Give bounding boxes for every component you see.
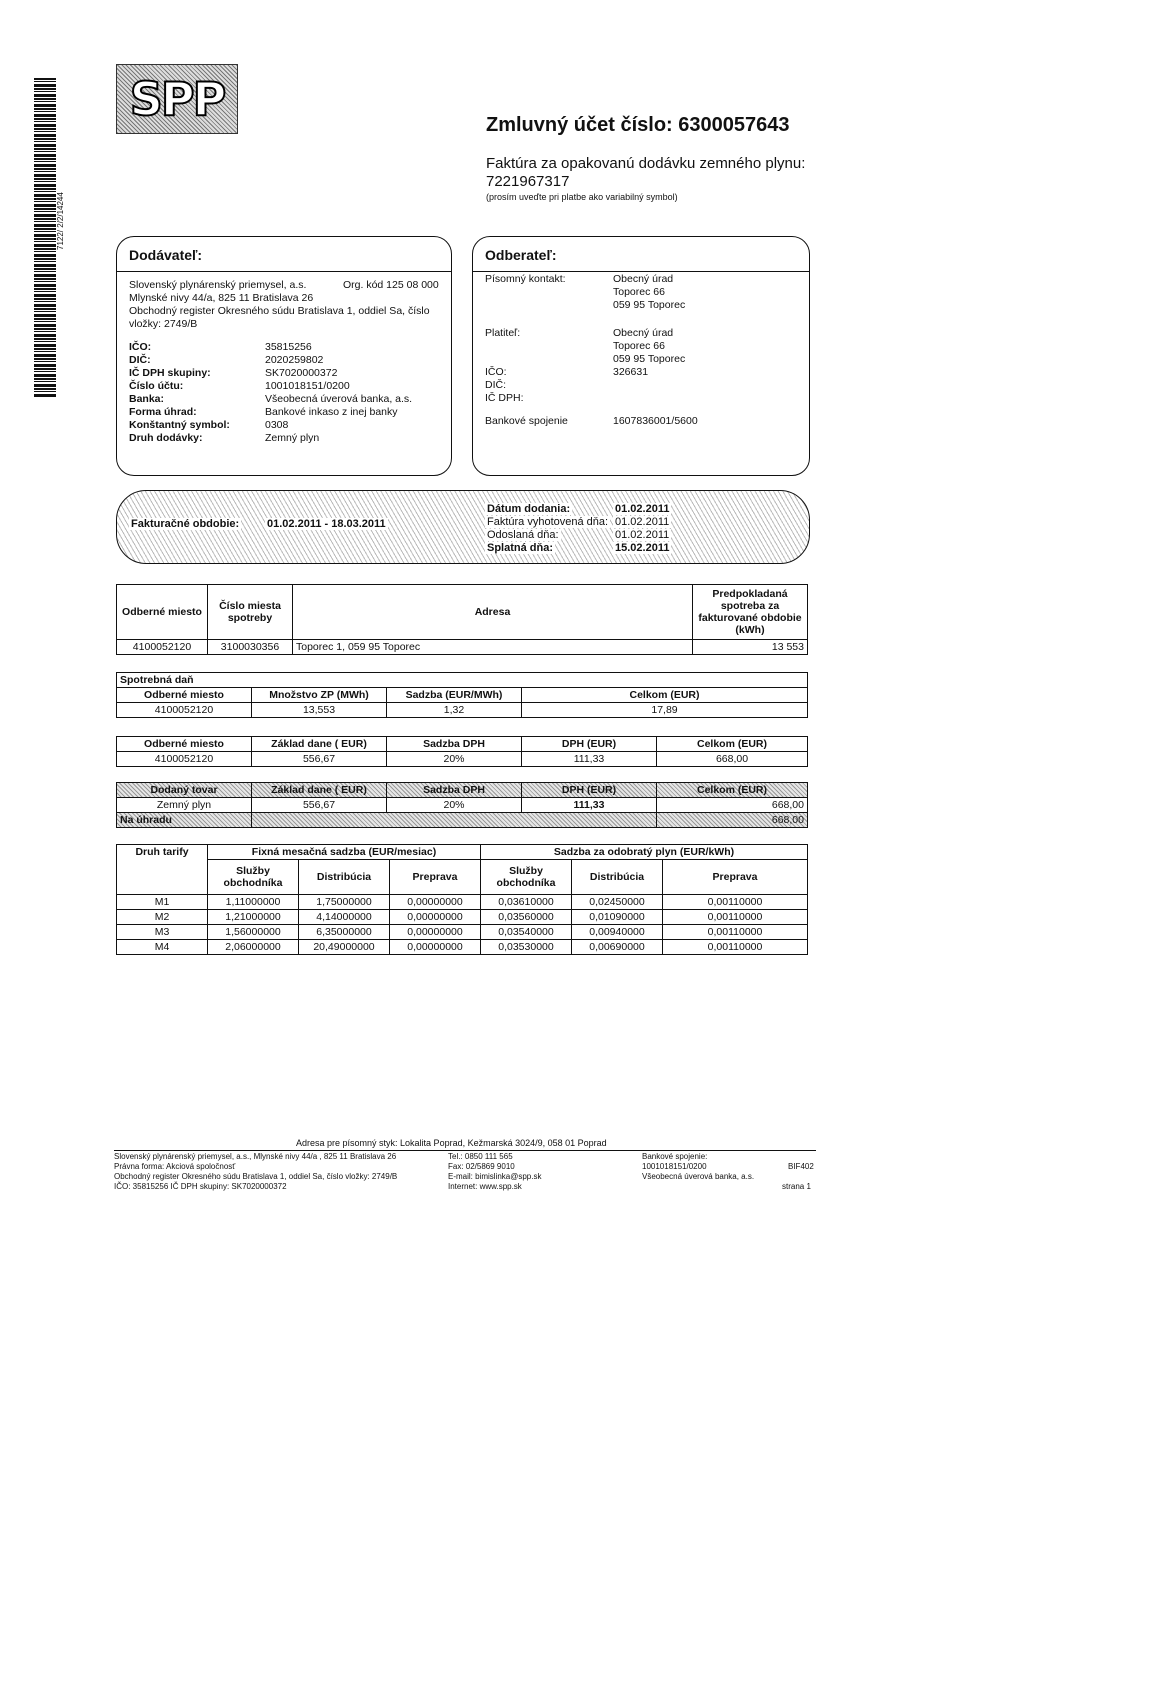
contract-heading [486,114,790,137]
footer-contact-line: E-mail: bimislinka@spp.sk [448,1172,542,1181]
table-header-row [117,585,808,640]
column-header: Celkom (EUR) [522,688,808,703]
table-cell: 4100052120 [117,752,252,767]
table-row [117,752,808,767]
billing-period-value: 01.02.2011 - 18.03.2011 [267,518,386,530]
column-header: Predpokladaná spotreba za fakturované obdobie (kWh) [693,585,808,640]
total-row [117,813,808,828]
excise-title: Spotrebná daň [117,673,808,688]
table-cell: 1,11000000 [208,895,299,910]
table-cell: 4100052120 [117,640,208,655]
customer-payer-line3: 059 95 Toporec [613,353,686,365]
customer-contact-line1: Obecný úrad [613,273,674,285]
column-header: Základ dane ( EUR) [252,783,387,798]
table-cell: M4 [117,940,208,955]
table-row [117,940,808,955]
customer-contact-label: Písomný kontakt: [485,273,566,285]
column-header: Sadzba (EUR/MWh) [387,688,522,703]
table-cell: 20,49000000 [299,940,390,955]
billing-dates-band [116,490,810,564]
footer-divider [114,1150,816,1151]
column-header: Množstvo ZP (MWh) [252,688,387,703]
goods-table [116,782,808,828]
column-header: Služby obchodníka [208,860,299,895]
supplier-delivery-type-value: Zemný plyn [265,432,320,444]
supplier-constant-symbol-label: Konštantný symbol: [129,419,230,431]
table-cell: 1,32 [387,703,522,718]
table-cell: 0,03560000 [481,910,572,925]
barcode [34,78,56,398]
customer-payer-label: Platiteľ: [485,327,521,339]
contract-number: 6300057643 [678,114,790,136]
supplier-constant-symbol-value: 0308 [265,419,289,431]
vat-table [116,736,808,767]
customer-divider [473,271,809,272]
table-header-row [117,783,808,798]
invoice-number: 7221967317 [486,173,570,190]
column-group-header: Sadzba za odobratý plyn (EUR/kWh) [481,845,808,860]
table-cell: 0,00000000 [390,925,481,940]
table-cell: 0,03530000 [481,940,572,955]
supplier-divider [117,271,451,272]
table-cell: 1,21000000 [208,910,299,925]
column-header: Celkom (EUR) [657,783,808,798]
table-subheader-row [117,860,808,895]
supplier-delivery-type-label: Druh dodávky: [129,432,203,444]
column-group-header: Fixná mesačná sadzba (EUR/mesiac) [208,845,481,860]
supplier-bank-label: Banka: [129,393,165,405]
consumption-place-table [116,584,808,655]
table-cell: 556,67 [252,798,387,813]
customer-bank-label: Bankové spojenie [485,415,568,427]
table-row [117,895,808,910]
column-header: DPH (EUR) [522,783,657,798]
table-cell: 0,00110000 [663,925,808,940]
supplier-register: Obchodný register Okresného súdu Bratislava 1, oddiel Sa, číslo [129,305,430,317]
column-header: Celkom (EUR) [657,737,808,752]
table-cell: 20% [387,752,522,767]
table-cell: 17,89 [522,703,808,718]
table-cell: Toporec 1, 059 95 Toporec [293,640,693,655]
customer-bank-value: 1607836001/5600 [613,415,698,427]
table-cell: 4,14000000 [299,910,390,925]
column-header: Distribúcia [299,860,390,895]
table-cell: 668,00 [657,752,808,767]
table-cell: 13 553 [693,640,808,655]
customer-payer-line2: Toporec 66 [613,340,665,352]
table-cell: 0,00110000 [663,940,808,955]
table-cell: 0,00690000 [572,940,663,955]
table-row [117,798,808,813]
footer-bank-info [642,1152,754,1182]
column-header: Odberné miesto [117,688,252,703]
table-cell: 0,03610000 [481,895,572,910]
contract-label: Zmluvný účet číslo: [486,114,673,136]
table-cell: 1,75000000 [299,895,390,910]
footer-bank-line: Bankové spojenie: [642,1152,708,1161]
table-cell: M3 [117,925,208,940]
table-row [117,640,808,655]
table-cell: 1,56000000 [208,925,299,940]
table-cell: 0,00000000 [390,910,481,925]
column-header: Služby obchodníka [481,860,572,895]
table-cell: 0,03540000 [481,925,572,940]
customer-dic-label: DIČ: [485,379,506,391]
column-header: Odberné miesto [117,737,252,752]
table-cell: 0,00940000 [572,925,663,940]
supplier-account-value: 1001018151/0200 [265,380,350,392]
table-title-row [117,673,808,688]
table-header-row [117,845,808,860]
table-cell: 0,02450000 [572,895,663,910]
table-cell: 0,00110000 [663,895,808,910]
customer-contact-line2: Toporec 66 [613,286,665,298]
supplier-title: Dodávateľ: [129,247,203,263]
table-row [117,925,808,940]
customer-ico-value: 326631 [613,366,649,378]
total-value: 668,00 [657,813,808,828]
supplier-payment-form-value: Bankové inkaso z inej banky [265,406,398,418]
column-header: DPH (EUR) [522,737,657,752]
table-header-row [117,737,808,752]
table-cell [252,813,657,828]
footer-bank-line: 1001018151/0200 [642,1162,707,1171]
footer-company-line: Obchodný register Okresného súdu Bratislava 1, oddiel Sa, číslo vložky: 2749/B [114,1172,398,1181]
table-cell: 3100030356 [208,640,293,655]
supplier-dic-value: 2020259802 [265,354,324,366]
column-header: Sadzba DPH [387,783,522,798]
customer-ico-label: IČO: [485,366,507,378]
table-cell: M2 [117,910,208,925]
supplier-icdph-value: SK7020000372 [265,367,338,379]
table-header-row [117,688,808,703]
footer-company-line: Právna forma: Akciová spoločnosť [114,1162,236,1171]
table-cell: 111,33 [522,752,657,767]
due-date-label: Splatná dňa: [487,542,554,554]
table-row [117,910,808,925]
table-cell: 0,00000000 [390,895,481,910]
delivery-date-label: Dátum dodania: [487,503,571,515]
footer-bank-line: Všeobecná úverová banka, a.s. [642,1172,755,1181]
issue-date-label: Faktúra vyhotovená dňa: [487,516,609,528]
supplier-account-label: Číslo účtu: [129,380,184,392]
column-header: Druh tarify [117,845,208,895]
supplier-ico-label: IČO: [129,341,152,353]
column-header: Základ dane ( EUR) [252,737,387,752]
footer-form-code: BIF402 [788,1162,814,1171]
customer-box [472,236,810,476]
column-header: Distribúcia [572,860,663,895]
billing-period-label: Fakturačné obdobie: [131,518,240,530]
tariff-table [116,844,808,955]
footer-contact-info [448,1152,541,1192]
table-cell: 668,00 [657,798,808,813]
total-label: Na úhradu [117,813,252,828]
supplier-box [116,236,452,476]
footer-company-info [114,1152,397,1192]
issue-date-value: 01.02.2011 [615,516,670,528]
footer-contact-line: Internet: www.spp.sk [448,1182,522,1191]
invoice-note: (prosím uveďte pri platbe ako variabilný symbol) [486,192,678,202]
supplier-address: Mlynské nivy 44/a, 825 11 Bratislava 26 [129,292,314,304]
footer-company-line: IČO: 35815256 IČ DPH skupiny: SK7020000372 [114,1182,287,1191]
customer-contact-line3: 059 95 Toporec [613,299,686,311]
customer-icdph-label: IČ DPH: [485,392,524,404]
supplier-dic-label: DIČ: [129,354,151,366]
footer-company-line: Slovenský plynárenský priemysel, a.s., Mlynské nivy 44/a , 825 11 Bratislava 26 [114,1152,397,1161]
table-cell: 2,06000000 [208,940,299,955]
excise-tax-table [116,672,808,718]
column-header: Dodaný tovar [117,783,252,798]
column-header: Sadzba DPH [387,737,522,752]
supplier-org-code: Org. kód 125 08 000 [343,279,439,291]
column-header: Odberné miesto [117,585,208,640]
table-cell: 4100052120 [117,703,252,718]
table-cell: 13,553 [252,703,387,718]
column-header: Preprava [663,860,808,895]
supplier-name: Slovenský plynárenský priemysel, a.s. [129,279,307,291]
table-cell: 0,01090000 [572,910,663,925]
column-header: Preprava [390,860,481,895]
sent-date-label: Odoslaná dňa: [487,529,559,541]
table-cell: 20% [387,798,522,813]
barcode-text: 7122/ 2/2/14244 [56,192,65,250]
table-cell: 0,00000000 [390,940,481,955]
column-header: Číslo miesta spotreby [208,585,293,640]
supplier-register-entry: vložky: 2749/B [129,318,198,330]
column-header: Adresa [293,585,693,640]
footer-postal-address: Adresa pre písomný styk: Lokalita Poprad, Kežmarská 3024/9, 058 01 Poprad [296,1138,607,1148]
due-date-value: 15.02.2011 [615,542,670,554]
table-row [117,703,808,718]
delivery-date-value: 01.02.2011 [615,503,670,515]
table-cell: M1 [117,895,208,910]
footer-page-number: strana 1 [782,1182,811,1191]
supplier-ico-value: 35815256 [265,341,312,353]
customer-payer-line1: Obecný úrad [613,327,674,339]
table-cell: 0,00110000 [663,910,808,925]
supplier-icdph-label: IČ DPH skupiny: [129,367,211,379]
footer-contact-line: Tel.: 0850 111 565 [448,1152,513,1161]
logo-text: SPP [129,72,225,126]
table-cell: 111,33 [522,798,657,813]
table-cell: Zemný plyn [117,798,252,813]
supplier-bank-value: Všeobecná úverová banka, a.s. [265,393,413,405]
customer-title: Odberateľ: [485,247,557,263]
supplier-payment-form-label: Forma úhrad: [129,406,197,418]
sent-date-value: 01.02.2011 [615,529,670,541]
table-cell: 556,67 [252,752,387,767]
spp-logo [116,64,238,134]
footer-contact-line: Fax: 02/5869 9010 [448,1162,515,1171]
invoice-title: Faktúra za opakovanú dodávku zemného plynu: [486,155,806,172]
table-cell: 6,35000000 [299,925,390,940]
